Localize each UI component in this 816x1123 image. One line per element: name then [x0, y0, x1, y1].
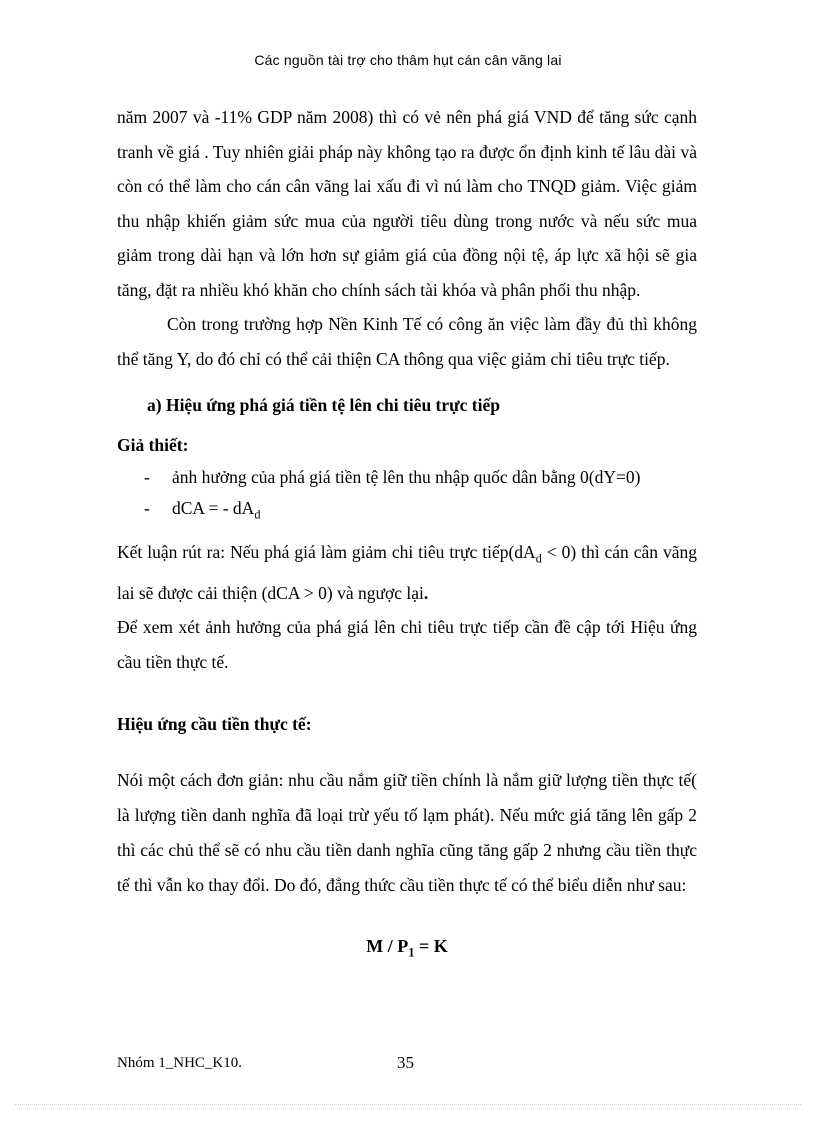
- assumption-text: ảnh hưởng của phá giá tiền tệ lên thu nhập quốc dân bằng 0(dY=0): [172, 467, 641, 487]
- conclusion-paragraph: Kết luận rút ra: Nếu phá giá làm giảm chi tiêu trực $tiếp(dA_d < 0)$ thì cán cân vãng lai sẽ được cải thiện (dCA > 0) và ngược lại.: [117, 541, 697, 603]
- paragraph-real-money-demand: Nói một cách đơn giản: nhu cầu nắm giữ tiền chính là nắm giữ lượng tiền thực tế( là lượng tiền danh nghĩa đã loại trừ yếu tố lạm phát). Nếu mức giá tăng lên gấp 2 thì các chủ thể sẽ có nhu cầu tiền danh nghĩa cũng tăng gấp 2 nhưng cầu tiền thực tế thì vẫn ko thay đổi. Do đó, đẳng thức cầu tiền thực tế có thể biểu diễn như sau:: [117, 770, 697, 895]
- paragraph-devaluation-effects: năm 2007 và -11% GDP năm 2008) thì có vẻ nên phá giá VND để tăng sức cạnh tranh về giá . Tuy nhiên giải pháp này không tạo ra được ổn định kinh tế lâu dài và còn có thể làm cho cán cân vãng lai xấu đi vì nú làm cho TNQD giảm. Việc giảm thu nhập khiến giảm sức mua của người tiêu dùng trong nước và nếu sức mua giảm trong dài hạn và lớn hơn sự giảm giá của đồng nội tệ, áp lực xã hội sẽ gia tăng, đặt ra nhiều khó khăn cho chính sách tài khóa và phân phối thu nhập.: [117, 107, 697, 300]
- money-demand-formula: $M / P_1 = K$: [366, 936, 448, 960]
- page-number: 35: [397, 1053, 414, 1072]
- dash-bullet: -: [144, 467, 150, 487]
- document-body: [117, 100, 697, 986]
- consider-paragraph: Để xem xét ảnh hưởng của phá giá lên chi tiêu trực tiếp cần đề cập tới Hiệu ứng cầu tiền thực tế.: [117, 617, 697, 672]
- assumption-equation: dCA = - $dA_d$: [172, 498, 261, 522]
- paragraph-full-employment: Còn trong trường hợp Nền Kinh Tế có công ăn việc làm đầy đủ thì không thể tăng Y, do đó chỉ có thể cải thiện CA thông qua việc giảm chi tiêu trực tiếp.: [117, 314, 697, 369]
- footer-group-label: Nhóm 1_NHC_K10.: [117, 1055, 243, 1071]
- assumption-list: [117, 462, 697, 531]
- page-bottom-divider: [15, 1104, 801, 1105]
- assumption-item: [117, 493, 697, 531]
- dash-bullet: -: [144, 498, 150, 518]
- assumption-heading: Giả thiết:: [117, 435, 189, 455]
- assumption-item: [117, 462, 697, 493]
- real-money-heading: Hiệu ứng cầu tiền thực tế:: [117, 714, 312, 734]
- page-header: Các nguồn tài trợ cho thâm hụt cán cân vãng lai: [254, 52, 562, 68]
- section-heading-a: a) Hiệu ứng phá giá tiền tệ lên chi tiêu trực tiếp: [147, 395, 500, 415]
